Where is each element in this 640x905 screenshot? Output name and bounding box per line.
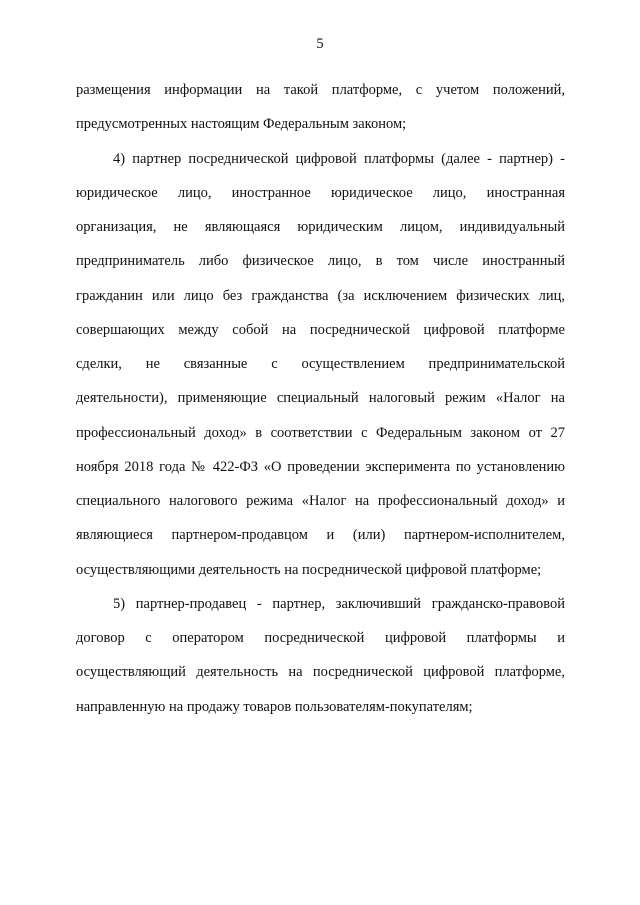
text-line: 4) партнер посреднической цифровой платформы (далее - партнер) - bbox=[113, 150, 565, 167]
text-line: организация, не являющаяся юридическим лицом, индивидуальный bbox=[76, 219, 565, 235]
text-line: 5) партнер-продавец - партнер, заключивший гражданско-правовой bbox=[113, 595, 565, 612]
text-line: юридическое лицо, иностранное юридическое лицо, иностранная bbox=[76, 184, 565, 201]
text-line: деятельности), применяющие специальный налоговый режим «Налог на bbox=[76, 390, 565, 407]
text-line: договор с оператором посреднической цифровой платформы и bbox=[76, 630, 565, 646]
page-number: 5 bbox=[316, 36, 324, 52]
text-line: гражданин или лицо без гражданства (за исключением физических лиц, bbox=[76, 287, 565, 304]
text-line: совершающих между собой на посреднической цифровой платформе bbox=[76, 321, 565, 338]
text-line: предусмотренных настоящим Федеральным законом; bbox=[76, 116, 407, 133]
text-line: сделки, не связанные с осуществлением предпринимательской bbox=[76, 356, 565, 372]
text-line: являющиеся партнером-продавцом и (или) партнером-исполнителем, bbox=[76, 527, 565, 544]
text-line: осуществляющими деятельность на посреднической цифровой платформе; bbox=[76, 561, 542, 578]
text-line: направленную на продажу товаров пользователям-покупателям; bbox=[76, 698, 473, 715]
text-line: предприниматель либо физическое лицо, в том числе иностранный bbox=[76, 253, 565, 270]
text-line: осуществляющий деятельность на посреднической цифровой платформе, bbox=[76, 664, 565, 681]
text-line: размещения информации на такой платформе, с учетом положений, bbox=[76, 82, 565, 98]
text-line: ноября 2018 года № 422-ФЗ «О проведении эксперимента по установлению bbox=[76, 458, 565, 475]
text-line: профессиональный доход» в соответствии с Федеральным законом от 27 bbox=[76, 424, 565, 441]
document-body bbox=[76, 73, 565, 724]
text-line: специального налогового режима «Налог на профессиональный доход» и bbox=[76, 493, 565, 509]
